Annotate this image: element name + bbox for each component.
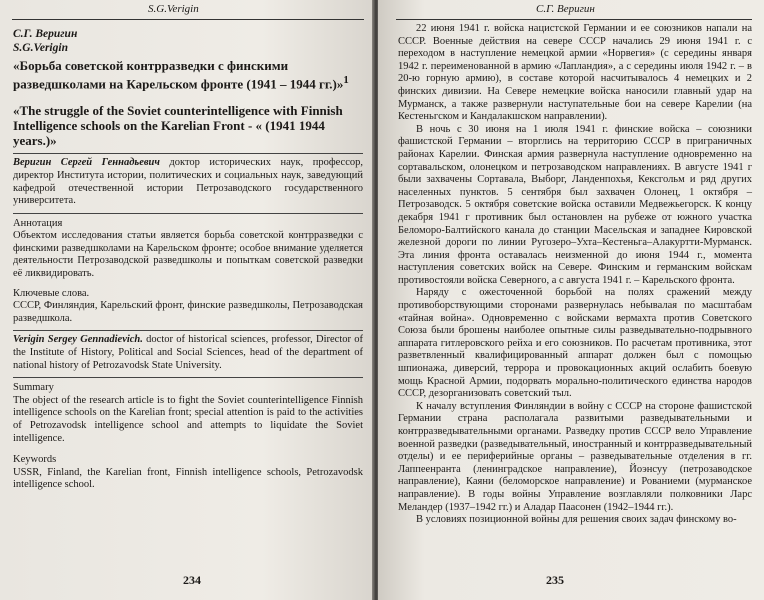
running-head: С.Г. Веригин [536,3,595,15]
bio-ru-text: доктор исторических наук, профессор, директор Института истории, политических и социальных наук, заведующий кафедрой отечественной истории Петрозаводского государственного университета. [13,157,364,207]
bio-ru-name: Веригин Сергей Геннадьевич [13,157,160,169]
paragraph: К началу вступления Финляндии в войну с СССР на стороне фашистской Германии страна располагала развитыми разведывательными и контрразведывательными органами. Разведку против СССР вело Управление военной разведки (разведывательный, иностранный и контрразведывательный отделы) и ее периферийные органы – разведывательные отделения в гг. Лаппеенранта (ленинградское направление), Йоэнсуу (петрозаводское направление), Каяни (беломорское направление) и Рованиеми (мурманское направление). В годы войны Управление возглавляли полковники Ларс Меландер (1937–1942 гг.) и Аладар Паасонен (1942–1944 гг.). [398,400,752,513]
header-rule [396,19,752,20]
paragraph: Наряду с ожесточенной борьбой на полях сражений между противоборствующими сторонами развернулась небывалая по масштабам «тайная война». Одновременно с войсками вермахта против Советского Союза были брошены наиболее опытные силы разведывательно-подрывного аппарата гитлеровского рейха и его союзников. По расчетам противника, этот разветвленный квалифицированный аппарат должен был с помощью шпионажа, диверсий, террора и провокационных акций ослабить боевую мощь Красной Армии, подорвать морально-политического единства народов СССР, дезорганизовать советский тыл. [398,287,752,400]
author-bio-en [13,334,363,372]
summary-en-text: The object of the research article is to fight the Soviet counterintelligence Finnish intelligence schools on the Karelian front; special attention is paid to the activities of Petrozavodsk intelligence school and attempts to liquidate the Soviet intelligence. [13,394,363,444]
summary-en-label: Summary [13,382,54,394]
title-ru-text: «Борьба советской контрразведки с финскими разведшколами на Карельском фронте (1941 – 1944 гг.)» [13,58,344,92]
divider [13,153,363,154]
keywords-ru-text: СССР, Финляндия, Карельский фронт, финские разведшколы, Петрозаводская разведшкола. [13,300,363,324]
paragraph: В условиях позиционной войны для решения своих задач финскому во- [416,514,737,526]
bio-en-text: doctor of historical sciences, professor, Director of the Institute of History, Political and Social Sciences, head of the department of national history of Petrozavodsk State University. [13,334,363,371]
keywords-en-text: USSR, Finland, the Karelian front, Finnish intelligence schools, Petrozavodsk intelligence school. [13,466,363,491]
page-number: 235 [546,573,564,587]
author-name-ru: С.Г. Веригин [13,28,78,40]
abstract-ru-label: Аннотация [13,217,63,229]
paragraph: В ночь с 30 июня на 1 июля 1941 г. финские войска – союзники фашистской Германии – вторглись на территорию СССР в приграничных районах Карелии. Финская армия развернула наступление одновременно на сортавальском, олонецком и петрозаводском направлениях. В августе 1941 г были захвачены Сортавала, Выборг, Ланденпохья, Кексгольм и ряд других населенных пунктов. 5 сентября был захвачен Олонец, 1 октября – Петрозаводск. 5 октября советские войска оставили Медвежьегорск. К концу декабря 1941 г противник был остановлен на рубеже от южного участка Беломоро-Балтийского канала до станции Масельская и западнее Кировской железной дороги по линии Ругозеро–Ухта–Кестеньга–Алакуртти-Мурманск. Эта линия фронта оставалась неизменной до июня 1944 г., момента наступления советских войск на Севере. Финским и германским войскам противостояли войска Северного, а с августа 1941 г. – Карельского фронта. [398,123,752,286]
header-rule [12,19,364,20]
keywords-ru-label: Ключевые слова. [13,287,90,299]
abstract-ru-text: Объектом исследования статьи является борьба советской контрразведки с финскими разведшколами на Карельском фронте; особое внимание уделяется деятельности Петрозаводской разведшколы и попыткам советской разведки её ликвидировать. [13,230,363,280]
author-name-en: S.G.Verigin [13,42,68,54]
left-page-content [13,27,363,492]
footnote-marker: 1 [343,74,349,86]
keywords-en-label: Keywords [13,454,57,466]
running-head: S.G.Verigin [148,3,199,15]
page-number: 234 [183,573,201,587]
article-title-en: «The struggle of the Soviet counterintelligence with Finnish Intelligence schools on the Karelian Front - « (1941 1944 years.)» [13,103,343,149]
left-page [0,0,374,600]
article-title-ru [13,58,363,91]
right-page [378,0,764,600]
right-page-content [398,23,752,527]
paragraph: 22 июня 1941 г. войска нацистской Германии и ее союзников напали на СССР. Военные действия на севере СССР начались 29 июня 1941 г. с переходом в наступление немецкой армии «Норвегия» (с середины января 1942 г. переименованной в армию «Лапландия», а с середины июля 1942 г. – в 20-ю горную армию), в составе которой насчитывалось 4 немецких и 2 финских дивизии. На Севере немецкие войска наносили главный удар на Мурманск, а также развернули наступательные бои на севере Карелии (на Кестеньгском и Кандалакшском направлении). [398,23,752,123]
divider [13,377,363,378]
bio-en-name: Verigin Sergey Gennadievich. [13,334,143,346]
author-bio-ru [13,157,363,207]
divider [13,330,363,331]
divider [13,213,363,214]
